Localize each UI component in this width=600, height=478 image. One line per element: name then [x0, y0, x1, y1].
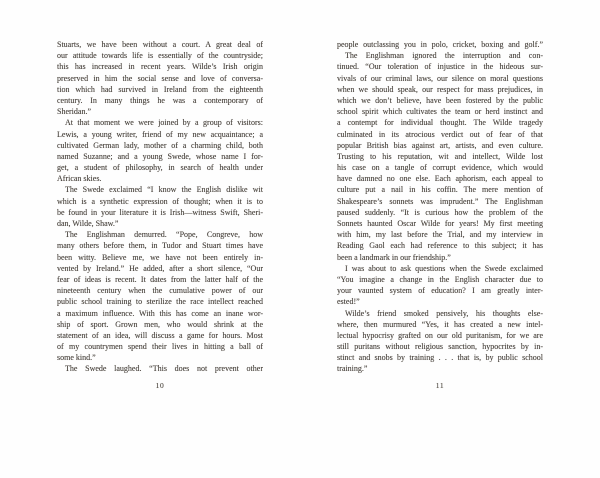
text-line: your vaunted system of education? I am greatly inter-: [337, 286, 543, 296]
page-right: [337, 39, 543, 390]
text-line: preserved in him the social sense and love of conversa-: [57, 73, 263, 83]
text-line: this has increased in recent years. Wilde’s Irish origin: [57, 62, 263, 72]
page-left: [57, 39, 263, 390]
text-line: African skies.: [57, 174, 102, 184]
text-line: At that moment we were joined by a group of visitors:: [65, 118, 263, 128]
text-line: have damned no one else. Each aphorism, each appeal to: [337, 174, 543, 184]
text-line: lectual hypocrisy grafted on our old puritanism, for we are: [337, 330, 543, 340]
text-line: paused suddenly. “It is curious how the problem of the: [337, 207, 543, 217]
text-line: public school training to sterilize the race intellect reached: [57, 297, 263, 307]
text-line: Lewis, a young writer, friend of my new acquaintance; a: [57, 129, 263, 139]
text-line: Sonnets haunted Oscar Wilde for years! My first meeting: [337, 219, 543, 228]
text-line: still puritans without religious sanction, hypocrites by in-: [337, 342, 543, 352]
text-line: ship of sport. Grown men, who would shrink at the: [57, 319, 263, 329]
text-line: stinct and snobs by training . . . that is, by public school: [337, 353, 543, 363]
text-line: a maximum influence. With this has come an inane wor-: [57, 308, 263, 318]
page-right-folio: 11: [435, 380, 445, 390]
text-line: training.”: [337, 364, 368, 374]
text-line: ested!”: [337, 297, 360, 307]
page-right-text: [337, 39, 543, 375]
text-line: where, then murmured “Yes, it has created a new intel-: [337, 319, 543, 329]
text-line: be found in your literature it is Irish—witness Swift, Sheri-: [57, 207, 263, 217]
text-line: many others before them, in Tudor and Stuart times have: [57, 241, 263, 251]
text-line: school spirit which cultivates the team or herd instinct and: [337, 107, 543, 117]
text-line: culture put a nail in his coffin. The mere mention of: [337, 185, 543, 195]
text-line: tion which had survived in Ireland from the eighteenth: [57, 84, 263, 94]
text-line: been a landmark in our friendship.”: [337, 252, 451, 262]
text-line: popular British bias against art, artists, and even culture.: [337, 140, 543, 150]
text-line: cultivated German lady, mother of a charming child, both: [57, 140, 263, 150]
text-line: his case on a tangle of corrupt evidence, which would: [337, 163, 543, 173]
text-line: Trusting to his reputation, wit and intellect, Wilde lost: [337, 151, 543, 161]
text-line: a contempt for individual thought. The Wilde tragedy: [337, 118, 543, 128]
text-line: tinued. “Our toleration of injustice in the hideous sur-: [337, 62, 543, 72]
page-left-folio: 10: [155, 380, 165, 390]
text-line: our attitude towards life is essentially of the countryside;: [57, 51, 263, 61]
text-line: named Suzanne; and a young Swede, whose name I for-: [57, 151, 263, 161]
text-line: century. In many things he was a contemporary of: [57, 95, 263, 105]
text-line: The Englishman demurred. “Pope, Congreve, how: [65, 230, 263, 240]
text-line: I was about to ask questions when the Swede exclaimed: [345, 263, 543, 273]
text-line: some kind.”: [57, 353, 96, 363]
text-line: Sheridan.”: [57, 107, 91, 117]
text-line: The Swede exclaimed “I know the English dislike wit: [65, 185, 263, 195]
page-left-text: [57, 39, 263, 375]
text-line: Stuarts, we have been without a court. A great deal of: [57, 40, 263, 49]
text-line: dan, Wilde, Shaw.”: [57, 219, 119, 228]
text-line: The Englishman ignored the interruption and con-: [345, 51, 543, 61]
text-line: “You imagine a change in the English character due to: [337, 274, 543, 284]
text-line: of my countrymen spend their lives in hitting a ball of: [57, 342, 263, 352]
text-line: statement of an idea, will discuss a game for hours. Most: [57, 330, 263, 340]
text-line: been witty. Believe me, we have not been entirely in-: [57, 252, 263, 262]
text-line: vented by Ireland.” He added, after a short silence, “Our: [57, 263, 263, 273]
text-line: get, a student of philosophy, in search of health under: [57, 163, 263, 173]
text-line: people outclassing you in polo, cricket, boxing and golf.”: [337, 40, 543, 49]
text-line: when we should speak, our respect for mass prejudices, in: [337, 84, 543, 94]
text-line: Wilde’s friend smoked pensively, his thoughts else-: [345, 308, 543, 318]
text-line: culminated in its atrocious verdict out of fear of that: [337, 129, 543, 139]
text-line: which we don’t believe, have been fostered by the public: [337, 95, 543, 105]
text-line: nineteenth century when the cumulative power of our: [57, 286, 263, 296]
text-line: Reading Gaol each had reference to this subject; it has: [337, 241, 543, 251]
text-line: Shakespeare’s sonnets was imprudent.” The Englishman: [337, 196, 543, 206]
text-line: which is a synthetic expression of thought; when it is to: [57, 196, 263, 206]
text-line: fear of ideas is recent. It dates from the latter half of the: [57, 274, 263, 284]
text-line: with him, my last before the Trial, and my interview in: [337, 230, 543, 240]
text-line: vivals of our criminal laws, our silence on moral questions: [337, 73, 543, 83]
text-line: The Swede laughed. “This does not prevent other: [65, 364, 263, 374]
